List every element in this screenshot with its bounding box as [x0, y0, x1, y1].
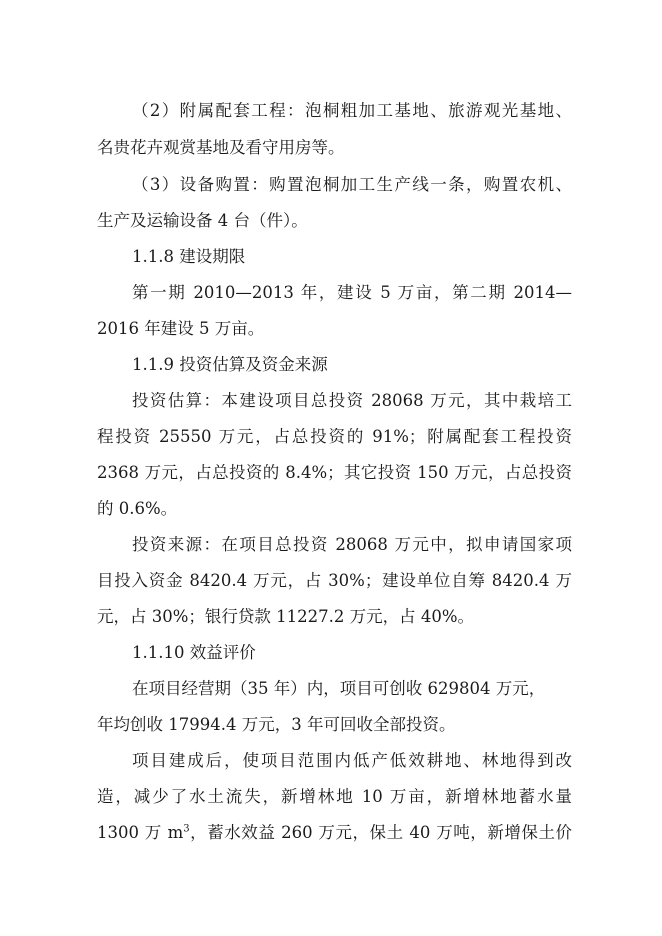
- para-2-line-2: 生产及运输设备 4 台（件）。: [97, 211, 308, 230]
- section-heading-1-1-8: 1.1.8 建设期限: [132, 247, 246, 266]
- section-heading-1-1-9: 1.1.9 投资估算及资金来源: [132, 355, 328, 374]
- para-5-line-1: 投资来源：在项目总投资 28068 万元中，拟申请国家项: [132, 535, 572, 554]
- superscript-3: 3: [183, 823, 190, 835]
- para-1-line-2: 名贵花卉观赏基地及看守用房等。: [97, 138, 345, 157]
- para-7-line-3-end: ，蓄水效益 260 万元，保土 40 万吨，新增保土价: [189, 823, 572, 842]
- para-7-line-1: 项目建成后，使项目范围内低产低效耕地、林地得到改: [132, 751, 572, 770]
- para-4-line-3: 2368 万元，占总投资的 8.4%；其它投资 150 万元，占总投资: [97, 463, 572, 482]
- para-7-line-3: [97, 822, 572, 844]
- section-heading-1-1-10: 1.1.10 效益评价: [132, 643, 256, 662]
- para-4-line-4: 的 0.6%。: [97, 499, 178, 518]
- para-2-line-1: （3）设备购置：购置泡桐加工生产线一条，购置农机、: [132, 175, 572, 194]
- para-3-line-1: 第一期 2010—2013 年，建设 5 万亩，第二期 2014—: [132, 283, 572, 302]
- para-6-line-2: 年均创收 17994.4 万元，3 年可回收全部投资。: [97, 715, 456, 734]
- para-7-line-2: 造，减少了水土流失，新增林地 10 万亩，新增林地蓄水量: [97, 787, 572, 806]
- para-5-line-3: 元，占 30%；银行贷款 11227.2 万元，占 40%。: [97, 607, 475, 626]
- para-5-line-2: 目投入资金 8420.4 万元，占 30%；建设单位自筹 8420.4 万: [97, 571, 572, 590]
- para-3-line-2: 2016 年建设 5 万亩。: [97, 319, 265, 338]
- para-4-line-1: 投资估算：本建设项目总投资 28068 万元，其中栽培工: [132, 391, 572, 410]
- para-4-line-2: 程投资 25550 万元，占总投资的 91%；附属配套工程投资: [97, 427, 572, 446]
- para-7-line-3-start: 1300 万 m: [97, 823, 184, 842]
- para-6-line-1: 在项目经营期（35 年）内，项目可创收 629804 万元，: [132, 679, 546, 698]
- para-1-line-1: （2）附属配套工程：泡桐粗加工基地、旅游观光基地、: [132, 101, 572, 120]
